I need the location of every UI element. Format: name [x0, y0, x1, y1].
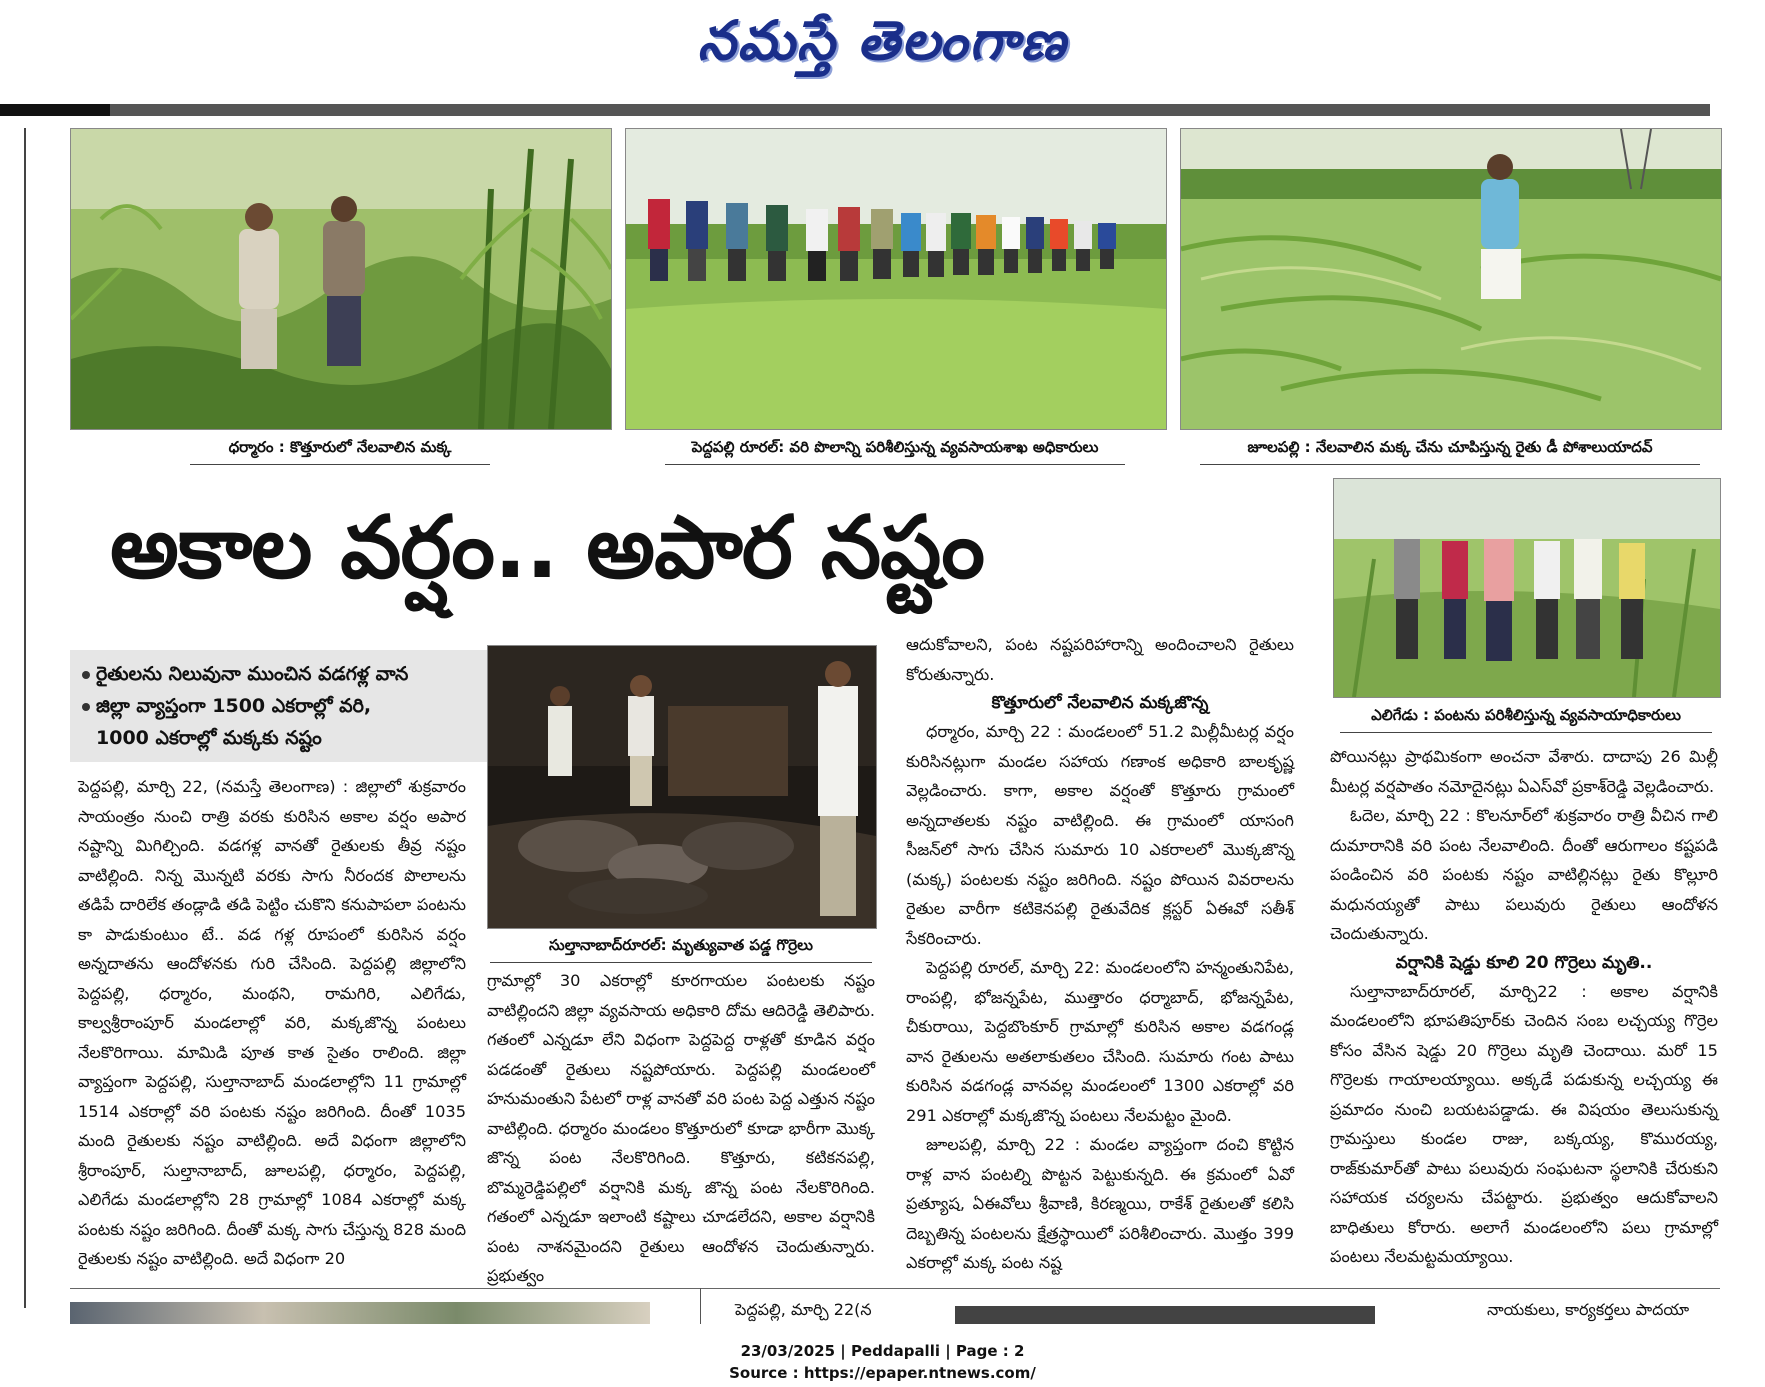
- highlight-item: జిల్లా వ్యాప్తంగా 1500 ఎకరాల్లో వరి,: [82, 690, 514, 722]
- newspaper-logo: నమస్తే తెలంగాణ: [697, 8, 1068, 72]
- next-photo-strip: [70, 1302, 650, 1324]
- photo-caption: జూలపల్లి : నేలవాలిన మక్క చేను చూపిస్తున్న రైతు డీ పోశాలుయాదవ్: [1200, 438, 1700, 465]
- bullet-icon: [82, 671, 90, 679]
- photo-officials-paddy-image: [626, 129, 1166, 429]
- article-paragraph: పెద్దపల్లి రూరల్, మార్చి 22: మండలంలోని హన్మంతునిపేట, రాంపల్లి, భోజన్నపేట, ముత్తారం ధర్మాబాద్, భోజన్నపేట, చీకురాయి, పెద్దబొంకూర్ గ్రామాల్లో కురిసిన అకాల వడగండ్ల వాన రైతులను అతలాకుతలం చేసింది. సుమారు గంట పాటు కురిసిన వడగండ్ల వానవల్ల మండలంలో 1300 ఎకరాల్లో వరి 291 ఎకరాల్లో మక్కజొన్న పంటలు నేలమట్టం మైంది.: [906, 958, 1294, 1125]
- highlights-box: [70, 650, 526, 762]
- masthead-rule: [110, 104, 1710, 116]
- article-paragraph: జూలపల్లి, మార్చి 22 : మండల వ్యాప్తంగా దంచి కొట్టిన రాళ్ల వాన పంటల్ని పొట్టన పెట్టుకున్నది. ఈ క్రమంలో ఏవో ప్రత్యూష, ఏఈవోలు శ్రీవాణి, కిరణ్మయి, రాకేశ్ రైతులతో కలిసి దెబ్బతిన్న పంటలను క్షేత్రస్థాయిలో పరిశీలించారు. మొత్తం 399 ఎకరాల్లో మక్క పంట నష్ట: [906, 1135, 1294, 1272]
- photo-farmer-maize-image: [1181, 129, 1721, 429]
- photo-caption: సుల్తానాబాద్‌రూరల్: మృత్యువాత పడ్డ గొర్రెలు: [490, 936, 872, 963]
- footer-source: Source : https://epaper.ntnews.com/: [729, 1364, 1036, 1382]
- photo-farmer-maize: [1180, 128, 1722, 430]
- article-paragraph: ఆదుకోవాలని, పంట నష్టపరిహారాన్ని అందించాలని రైతులు కోరుతున్నారు.: [906, 635, 1294, 684]
- highlight-item: 1000 ఎకరాల్లో మక్కకు నష్టం: [96, 727, 322, 749]
- bottom-rule: [70, 1288, 1720, 1289]
- article-paragraph: ఓదెల, మార్చి 22 : కొలనూర్‌లో శుక్రవారం రాత్రి వీచిన గాలి దుమారానికి వరి పంట నేలవాలింది. దీంతో ఆరుగాలం కష్టపడి పండించిన వరి పంటకు నష్టం వాటిల్లినట్లు రైతు కొల్లూరి మధునయ్యతో పాటు పలువురు రైతులు ఆందోళన చెందుతున్నారు.: [1330, 806, 1718, 943]
- column-divider: [700, 1288, 701, 1324]
- article-column-4: [1330, 742, 1718, 1272]
- next-story-snippet: నాయకులు, కార్యకర్తలు పాదయా: [1487, 1300, 1690, 1319]
- next-story-snippet: పెద్దపల్లి, మార్చి 22(న: [735, 1300, 872, 1319]
- photo-dead-sheep: [487, 645, 877, 929]
- footer-date-page: 23/03/2025 | Peddapalli | Page : 2: [740, 1342, 1025, 1360]
- article-paragraph: గ్రామాల్లో 30 ఎకరాల్లో కూరగాయల పంటలకు నష్టం వాటిల్లిందని జిల్లా వ్యవసాయ అధికారి దోమ ఆదిరెడ్డి తెలిపారు. గతంలో ఎన్నడూ లేని విధంగా పెద్దపెద్ద రాళ్లతో కూడిన వర్షం పడడంతో రైతులు నష్టపోయారు. పెద్దపల్లి మండలంలో హనుమంతుని పేటలో రాళ్ల వానతో వరి పంట పెద్ద ఎత్తున నష్టం వాటిల్లింది. ధర్మారం మండలం కొత్తూరులో కూడా భారీగా మొక్క జొన్న పంట నేలకొరిగింది. కొత్తూరు, కటికనపల్లి, బొమ్మరెడ్డిపల్లిలో వర్షానికి మక్క జొన్న పంట నేలకొరిగింది. గతంలో ఎన్నడూ ఇలాంటి కష్టాలు చూడలేదని, అకాల వర్షానికి పంట నాశనమైందని రైతులు ఆందోళన చెందుతున్నారు. ప్రభుత్వం: [487, 971, 875, 1285]
- next-headline-strip: [955, 1306, 1375, 1324]
- section-subhead: వర్షానికి షెడ్డు కూలి 20 గొర్రెలు మృతి..: [1395, 952, 1653, 973]
- section-subhead: కొత్తూరులో నేలవాలిన మక్కజొన్న: [991, 693, 1209, 713]
- photo-caption: పెద్దపల్లి రూరల్: వరి పొలాన్ని పరిశీలిస్తున్న వ్యవసాయశాఖ అధికారులు: [665, 438, 1125, 465]
- article-column-2: [487, 966, 875, 1291]
- photo-officials-inspect: [1333, 478, 1721, 698]
- photo-caption: ఎలిగేడు : పంటను పరిశీలిస్తున్న వ్యవసాయాధికారులు: [1340, 706, 1712, 733]
- article-column-1: [78, 772, 466, 1274]
- photo-fallen-maize-image: [71, 129, 611, 429]
- masthead: [0, 0, 1765, 90]
- masthead-rule-dark: [0, 104, 110, 116]
- photo-officials-paddy: [625, 128, 1167, 430]
- photo-caption: ధర్మారం : కొత్తూరులో నేలవాలిన మక్క: [190, 438, 490, 465]
- photo-dead-sheep-image: [488, 646, 876, 928]
- photo-officials-inspect-image: [1334, 479, 1720, 697]
- highlight-item: రైతులను నిలువునా ముంచిన వడగళ్ల వాన: [82, 658, 514, 690]
- article-paragraph: సుల్తానాబాద్‌రూరల్, మార్చి22 : అకాల వర్షానికి మండలంలోని భూపతిపూర్‌కు చెందిన సంబ లచ్చయ్య గొర్రెల కోసం వేసిన షెడ్డు 20 గొర్రెలు మృతి చెందాయి. మరో 15 గొర్రెలకు గాయాలయ్యాయి. అక్కడే పడుకున్న లచ్చయ్య ఈ ప్రమాదం నుంచి బయటపడ్డాడు. ఈ విషయం తెలుసుకున్న గ్రామస్తులు కుండల రాజు, బక్కయ్య, కొమురయ్య, రాజ్‌కుమార్‌తో పాటు పలువురు సంఘటనా స్థలానికి చేరుకుని సహాయక చర్యలను చేపట్టారు. ప్రభుత్వం ఆదుకోవాలని బాధితులు కోరారు. అలాగే మండలంలోని పలు గ్రామాల్లో పంటలు నేలమట్టమయ్యాయి.: [1330, 981, 1718, 1266]
- headline: అకాల వర్షం.. అపార నష్టం: [110, 498, 984, 598]
- left-column-rule: [24, 128, 26, 1308]
- article-paragraph: పోయినట్లు ప్రాథమికంగా అంచనా వేశారు. దాదాపు 26 మిల్లీ మీటర్ల వర్షపాతం నమోదైనట్లు ఏఎస్‌వో ప్రకాశ్‌రెడ్డి వెల్లడించారు.: [1330, 747, 1718, 796]
- bullet-icon: [82, 703, 90, 711]
- article-paragraph: ధర్మారం, మార్చి 22 : మండలంలో 51.2 మిల్లీమీటర్ల వర్షం కురిసినట్లుగా మండల సహాయ గణాంక అధికారి బాలకృష్ణ వెల్లడించారు. కాగా, అకాల వర్షంతో కొత్తూరు గ్రామంలో అన్నదాతలకు నష్టం వాటిల్లింది. ఈ గ్రామంలో యాసంగి సీజన్‌లో సాగు చేసిన సుమారు 10 ఎకరాలలో మొక్కజొన్న (మక్క) పంటలకు నష్టం జరిగింది. నష్టం పోయిన వివరాలను రైతుల వారీగా కటికెనపల్లి రైతువేదిక క్లస్టర్ ఏఈవో సతీశ్ సేకరించారు.: [906, 722, 1294, 948]
- photo-fallen-maize: [70, 128, 612, 430]
- article-column-3: [906, 630, 1294, 1278]
- article-paragraph: పెద్దపల్లి, మార్చి 22, (నమస్తే తెలంగాణ) : జిల్లాలో శుక్రవారం సాయంత్రం నుంచి రాత్రి వరకు కురిసిన అకాల వర్షం అపార నష్టాన్ని మిగిల్చింది. వడగళ్ల వానతో రైతులకు తీవ్ర నష్టం వాటిల్లింది. నిన్న మొన్నటి వరకు సాగు నీరందక పొలాలను తడిపే దారిలేక తండ్లాడి తడి పెట్టిం చుకొని కనుపాపలా పంటను కా పాడుకుంటుం టే.. వడ గళ్ల రూపంలో కురిసిన వర్షం అన్నదాతను ఆందోళనకు గురి చేసింది. పెద్దపల్లి జిల్లాలోని పెద్దపల్లి, ధర్మారం, మంథని, రామగిరి, ఎలిగేడు, కాల్వశ్రీరాంపూర్ మండలాల్లో వరి, మక్కజొన్న పంటలు నేలకొరిగాయి. మామిడి పూత కాత సైతం రాలింది. జిల్లా వ్యాప్తంగా పెద్దపల్లి, సుల్తానాబాద్ మండలాల్లోని 11 గ్రామాల్లో 1514 ఎకరాల్లో వరి పంటకు నష్టం జరిగింది. దీంతో 1035 మంది రైతులకు నష్టం వాటిల్లింది. అదే విధంగా జిల్లాలోని శ్రీరాంపూర్, సుల్తానాబాద్, జూలపల్లి, ధర్మారం, పెద్దపల్లి, ఎలిగేడు మండలాల్లోని 28 గ్రామాల్లో 1084 ఎకరాల్లో మక్క పంటకు నష్టం జరిగింది. దీంతో మక్క సాగు చేస్తున్న 828 మంది రైతులకు నష్టం వాటిల్లింది. అదే విధంగా 20: [78, 777, 466, 1268]
